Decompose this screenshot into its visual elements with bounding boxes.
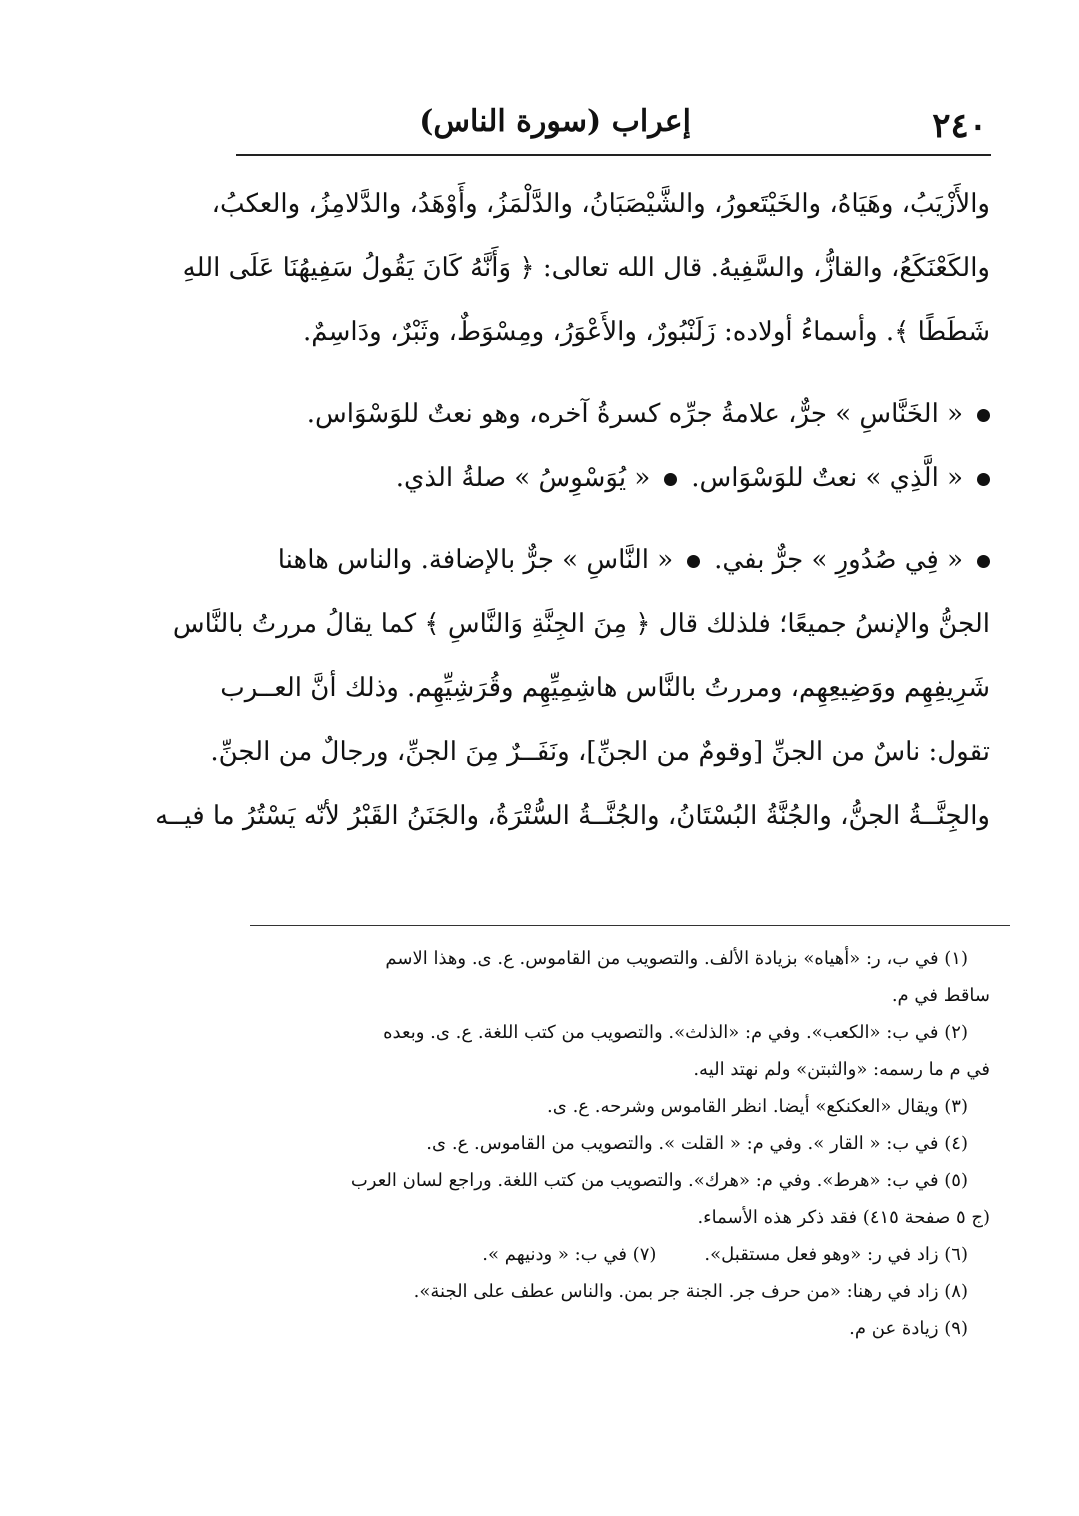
paragraph-gap [250, 364, 990, 382]
footnote: (٦) زاد في ر: «وهو فعل مستقبل». [704, 1244, 968, 1265]
footnote-continuation: (ج ٥ صفحة ٤١٥) فقد ذكر هذه الأسماء. [697, 1207, 990, 1228]
text-line: والجِنَّــةُ الجنُّ، والجُنَّةُ البُسْتَانُ، والجُنَّــةُ السُّتْرَةُ، والجَنَنُ القَبْرُ لأنّه يَسْتُرُ ما فيــه [155, 801, 990, 831]
bullet-icon [664, 473, 677, 486]
footnote: (٣) ويقال «العكنكع» أيضا. انظر القاموس وشرحه. ع. ى. [547, 1096, 968, 1117]
footnote-rule [250, 925, 1010, 926]
bullet-icon [977, 473, 990, 486]
bullet-line [250, 446, 990, 510]
footnote: (٧) في ب: « ودنيهم ». [482, 1244, 657, 1265]
bullet-icon [687, 555, 700, 568]
footnote: (٥) في ب: «هرط». وفي م: «هرك». والتصويب من كتب اللغة. وراجع لسان العرب [350, 1170, 968, 1191]
bullet-icon [977, 555, 990, 568]
bullet-text: « الَّذِي » نعتٌ للوَسْوَاس. [691, 463, 963, 493]
footnotes [250, 940, 990, 1347]
footnote: (١) في ب، ر: «أهياه» بزيادة الألف. والتصويب من القاموس. ع. ى. وهذا الاسم [385, 948, 968, 969]
footnote: (٨) زاد في رهنا: «من حرف جر. الجنة جر بمن. والناس عطف على الجنة». [413, 1281, 968, 1302]
page-header [236, 96, 991, 152]
footnote-pair [250, 1236, 990, 1273]
bullet-line [250, 528, 990, 592]
bullet-text: « الخَنَّاسِ » جرٌّ، علامةُ جرِّه كسرةُ آخره، وهو نعتٌ للوَسْوَاس. [306, 399, 963, 429]
page-number: ٢٤٠ [932, 106, 987, 146]
text-line: تقول: ناسٌ من الجنِّ [وقومٌ من الجنِّ]، ونَفَــرٌ مِنَ الجنِّ، ورجالٌ من الجنِّ. [210, 737, 990, 767]
header-rule [236, 154, 991, 156]
footnote: (٢) في ب: «الكعب». وفي م: «الذلث». والتصويب من كتب اللغة. ع. ى. وبعده [383, 1022, 968, 1043]
text-line: والأَزْيَبُ، وهَيَاهُ، والخَيْتَعورُ، والشَّيْصَبَانُ، والدَّلْمَزُ، وأَوْهَدُ، والدَّلامِزُ، والعكبُ، [211, 189, 990, 219]
bullet-text: « فِي صُدُورِ » جرٌّ بفي. [714, 545, 963, 575]
footnote-continuation: في م ما رسمه: «والثبتن» ولم نهتد اليه. [693, 1059, 990, 1080]
text-line: والكَعْنَكَعُ، والقازُّ، والسَّفِيهُ. قال الله تعالى: ﴿ وَأَنَّهُ كَانَ يَقُولُ سَفِيهُنَا عَلَى اللهِ [182, 253, 990, 283]
text-line: الجنُّ والإنسُ جميعًا؛ فلذلك قال ﴿ مِنَ الجِنَّةِ وَالنَّاسِ ﴾ كما يقالُ مررتُ بالنَّاس [172, 609, 990, 639]
main-text [155, 172, 990, 848]
footnote: (٤) في ب: « القار ». وفي م: « القلت ». والتصويب من القاموس. ع. ى. [426, 1133, 968, 1154]
text-line: شَطَطًا ﴾. وأسماءُ أولاده: زَلَنْبُورٌ، والأَعْوَرُ، ومِسْوَطٌ، وثَبْرٌ، ودَاسِمٌ. [303, 317, 990, 347]
footnote-continuation: ساقط في م. [891, 985, 990, 1006]
paragraph-gap [250, 510, 990, 528]
bullet-line [250, 382, 990, 446]
bullet-text: « النَّاسِ » جرٌّ بالإضافة. والناس هاهنا [277, 545, 674, 575]
footnote: (٩) زيادة عن م. [849, 1318, 968, 1339]
running-title: إعراب (سورة الناس) [419, 104, 691, 139]
text-line: شَرِيفِهِم ووَضِيعِهِم، ومررتُ بالنَّاس هاشِمِيِّهِم وقُرَشِيِّهِم. وذلك أنَّ العــرب [220, 673, 990, 703]
bullet-icon [977, 409, 990, 422]
bullet-text: « يُوَسْوِسُ » صلةُ الذي. [395, 463, 651, 493]
